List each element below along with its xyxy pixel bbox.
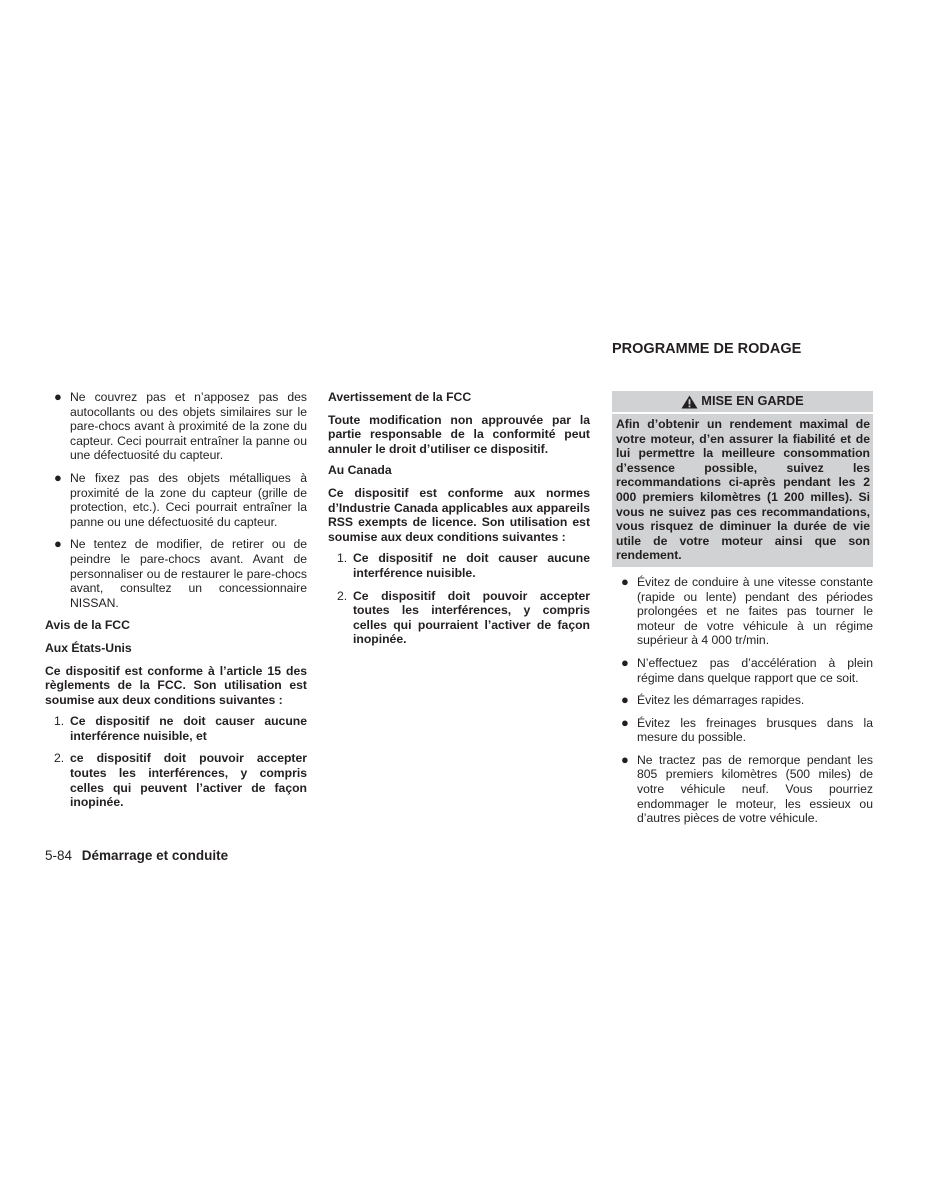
bullet-icon: ● bbox=[54, 536, 62, 552]
numbered-item: 2. ce dispositif doit pouvoir accepter toutes les interférences, y compris celles qui peuvent l’activer de façon inopinée. bbox=[54, 751, 307, 810]
bullet-icon: ● bbox=[54, 469, 62, 485]
numbered-item: 1. Ce dispositif ne doit causer aucune interférence nuisible, et bbox=[54, 714, 307, 743]
page-footer bbox=[45, 847, 228, 864]
chapter-title: Démarrage et conduite bbox=[81, 848, 229, 863]
bullet-icon: ● bbox=[621, 573, 629, 589]
warning-triangle-icon bbox=[681, 395, 698, 409]
column-middle bbox=[328, 390, 590, 655]
heading-fcc-warning: Avertissement de la FCC bbox=[328, 390, 472, 404]
section-title: PROGRAMME DE RODAGE bbox=[612, 341, 802, 357]
heading-canada: Au Canada bbox=[328, 463, 392, 478]
bullet-item: ● Ne couvrez pas et n’apposez pas des autocollants ou des objets similaires sur le pare-chocs avant à proximité de la zone du capteur. Ceci pourrait entraîner la panne ou une défectuosité du capteur. bbox=[54, 389, 307, 463]
warning-header bbox=[612, 391, 873, 414]
numbered-item: 2. Ce dispositif doit pouvoir accepter toutes les interférences, y compris celles qui pourraient l’activer de façon inopinée. bbox=[337, 588, 590, 647]
bullet-item: ● Ne tractez pas de remorque pendant les 805 premiers kilomètres (500 miles) de votre véhicule neuf. Vous pourriez endommager le moteur, les essieux ou d’autres pièces de votre véhicule. bbox=[621, 751, 873, 826]
bullet-item: ● Évitez de conduire à une vitesse constante (rapide ou lente) pendant des périodes prolongées et ne faites pas tourner le moteur de votre véhicule à un régime supérieur à 4 000 tr/min. bbox=[621, 573, 873, 648]
bullet-item: ● Ne tentez de modifier, de retirer ou de peindre le pare-chocs avant. Avant de personnaliser ou de restaurer le pare-chocs avant, consultez un concessionnaire NISSAN. bbox=[54, 536, 307, 610]
bullet-item: ● Évitez les démarrages rapides. bbox=[621, 692, 805, 708]
bullet-item: ● N’effectuez pas d’accélération à plein régime dans quelque rapport que ce soit. bbox=[621, 654, 873, 685]
warning-title: MISE EN GARDE bbox=[701, 393, 804, 409]
bullet-item: ● Ne fixez pas des objets métalliques à proximité de la zone du capteur (grille de protection, etc.). Ceci pourrait entraîner la panne ou une défectuosité du capteur. bbox=[54, 469, 307, 529]
fcc-warning-paragraph: Toute modification non approuvée par la partie responsable de la conformité peut annuler le droit d’utiliser ce dispositif. bbox=[328, 412, 590, 456]
numbered-item: 1. Ce dispositif ne doit causer aucune interférence nuisible. bbox=[337, 551, 590, 580]
heading-united-states: Aux États-Unis bbox=[45, 640, 132, 655]
bullet-icon: ● bbox=[621, 714, 629, 730]
column-right bbox=[612, 340, 873, 834]
page-number: 5-84 bbox=[45, 848, 73, 863]
bullet-item: ● Évitez les freinages brusques dans la mesure du possible. bbox=[621, 714, 873, 745]
warning-text: Afin d’obtenir un rendement maximal de votre moteur, d’en assurer la fiabilité et de lui permettre la meilleure consommation d’essence possible, suivez les recommandations ci-après pendant les 2 000 premiers kilomètres (1 200 milles). Si vous ne suivez pas ces recommandations, vous risquez de diminuer la durée de vie utile de votre moteur ainsi que son rendement. bbox=[616, 417, 870, 563]
bullet-icon: ● bbox=[54, 389, 62, 404]
fcc-compliance-paragraph: Ce dispositif est conforme à l’article 15 des règlements de la FCC. Son utilisation est soumise aux deux conditions suivantes : bbox=[45, 663, 307, 707]
column-left bbox=[45, 390, 307, 818]
bullet-icon: ● bbox=[621, 654, 629, 670]
canada-compliance-paragraph: Ce dispositif est conforme aux normes d’Industrie Canada applicables aux appareils RSS exempts de licence. Son utilisation est soumise aux deux conditions suivantes : bbox=[328, 485, 590, 544]
bullet-icon: ● bbox=[621, 692, 629, 708]
bullet-icon: ● bbox=[621, 751, 629, 767]
heading-fcc-notice: Avis de la FCC bbox=[45, 618, 130, 633]
warning-box bbox=[612, 391, 873, 567]
